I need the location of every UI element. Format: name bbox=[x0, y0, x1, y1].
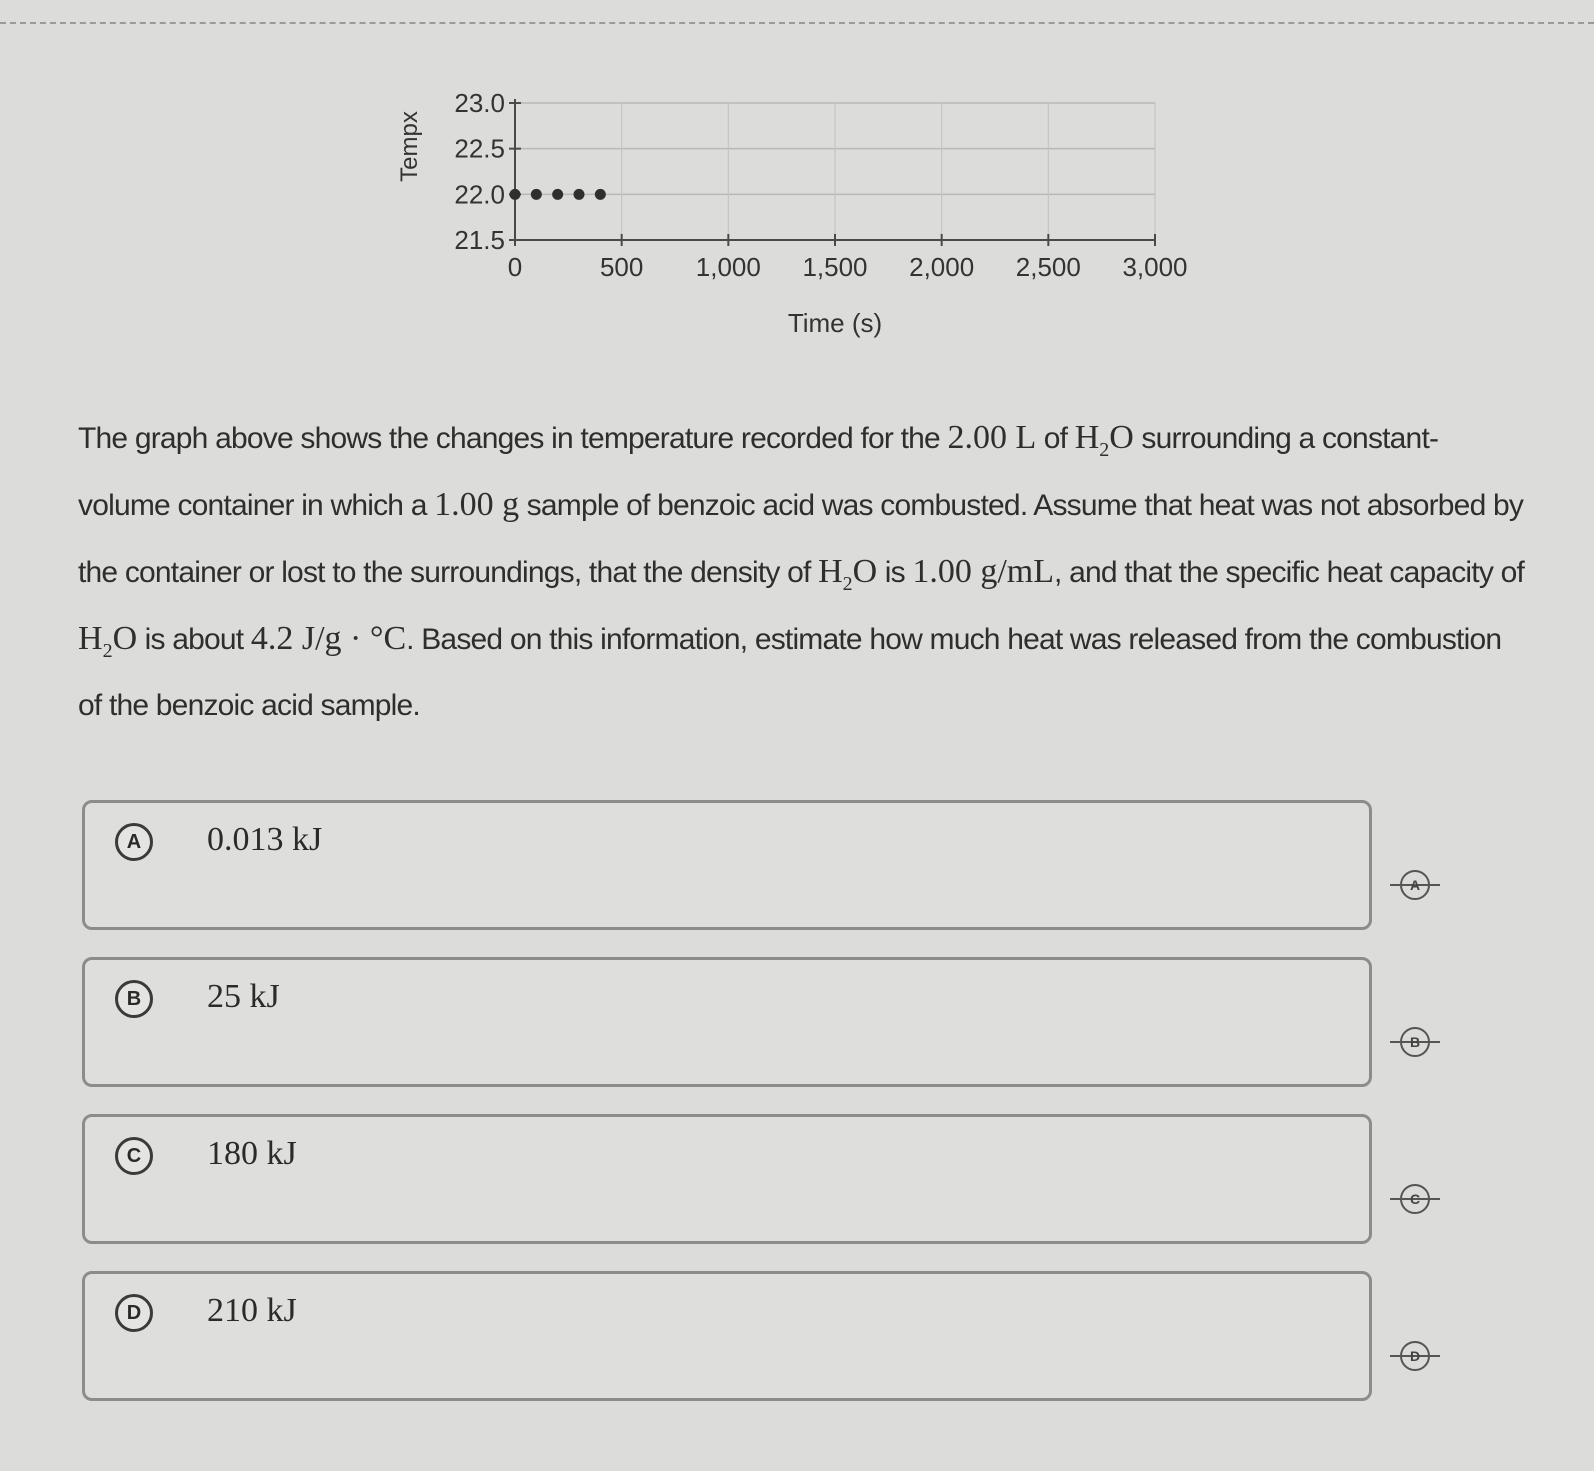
answer-choice-a[interactable] bbox=[82, 800, 1372, 930]
question-text bbox=[78, 405, 1528, 739]
top-divider bbox=[0, 22, 1594, 24]
q-o: O bbox=[1109, 419, 1134, 456]
q-part: surrounding a constant-volume container in which a bbox=[78, 422, 1439, 522]
q-part: of bbox=[1036, 422, 1075, 455]
choice-letter-badge: A bbox=[115, 823, 153, 861]
q-part: sample of benzoic acid was combusted. Assume that heat was not absorbed by the container or lost to the surroundings, that the density of bbox=[78, 489, 1524, 589]
strike-letter: C bbox=[1400, 1184, 1430, 1214]
strikethrough-a-icon[interactable] bbox=[1390, 860, 1440, 910]
q-water-formula bbox=[78, 620, 138, 662]
strike-letter: B bbox=[1400, 1027, 1430, 1057]
x-tick-label: 500 bbox=[599, 252, 644, 282]
choice-text: 0.013 kJ bbox=[207, 821, 323, 858]
choice-letter-badge: B bbox=[115, 980, 153, 1018]
q-h: H bbox=[78, 620, 103, 657]
x-tick-label: 2,500 bbox=[1015, 252, 1081, 282]
data-point bbox=[510, 189, 521, 200]
x-tick-label: 3,000 bbox=[1122, 252, 1188, 282]
q-sub: 2 bbox=[1099, 438, 1110, 461]
data-point bbox=[531, 189, 542, 200]
q-sub: 2 bbox=[842, 572, 853, 595]
strikethrough-b-icon[interactable] bbox=[1390, 1017, 1440, 1067]
strikethrough-d-icon[interactable] bbox=[1390, 1331, 1440, 1381]
q-o: O bbox=[852, 553, 878, 590]
q-part: is about bbox=[137, 623, 251, 656]
q-part: is bbox=[877, 556, 913, 589]
choice-letter-badge: D bbox=[115, 1294, 153, 1332]
q-water-formula bbox=[1074, 419, 1134, 461]
x-tick-label: 2,000 bbox=[909, 252, 975, 282]
q-heat-capacity: 4.2 J/g · °C bbox=[250, 620, 407, 657]
data-point bbox=[574, 189, 585, 200]
q-o: O bbox=[112, 620, 138, 657]
choice-text: 180 kJ bbox=[207, 1135, 297, 1172]
y-tick-label: 22.0 bbox=[454, 179, 505, 210]
answer-choice-d[interactable] bbox=[82, 1271, 1372, 1401]
q-h: H bbox=[1074, 419, 1100, 456]
y-tick-label: 21.5 bbox=[454, 225, 505, 255]
choice-text: 25 kJ bbox=[207, 978, 280, 1015]
y-axis-label: Tempx bbox=[396, 111, 423, 182]
choice-letter-badge: C bbox=[115, 1137, 153, 1175]
q-volume: 2.00 L bbox=[947, 419, 1037, 456]
temperature-chart bbox=[395, 78, 1215, 368]
q-h: H bbox=[818, 553, 843, 590]
answer-choice-c[interactable] bbox=[82, 1114, 1372, 1244]
x-tick-label: 1,500 bbox=[802, 252, 868, 282]
q-part: . Based on this information, estimate how much heat was released from the combustion of the benzoic acid sample. bbox=[78, 623, 1502, 722]
chart-svg bbox=[395, 78, 1215, 368]
x-tick-label: 0 bbox=[507, 252, 523, 282]
y-tick-label: 23.0 bbox=[454, 88, 505, 118]
answer-choice-b[interactable] bbox=[82, 957, 1372, 1087]
q-part: The graph above shows the changes in temperature recorded for the bbox=[78, 422, 948, 455]
strike-letter: D bbox=[1400, 1341, 1430, 1371]
y-tick-label: 22.5 bbox=[454, 133, 505, 164]
x-tick-label: 1,000 bbox=[695, 252, 761, 282]
strikethrough-c-icon[interactable] bbox=[1390, 1174, 1440, 1224]
q-part: , and that the specific heat capacity of bbox=[1054, 556, 1524, 589]
choice-text: 210 kJ bbox=[207, 1292, 297, 1329]
data-point bbox=[552, 189, 563, 200]
q-water-formula bbox=[818, 553, 878, 595]
data-point bbox=[595, 189, 606, 200]
x-axis-label: Time (s) bbox=[787, 308, 883, 338]
strike-letter: A bbox=[1400, 870, 1430, 900]
q-sub: 2 bbox=[102, 639, 113, 662]
q-mass: 1.00 g bbox=[434, 486, 520, 523]
q-density: 1.00 g/mL bbox=[912, 553, 1055, 590]
